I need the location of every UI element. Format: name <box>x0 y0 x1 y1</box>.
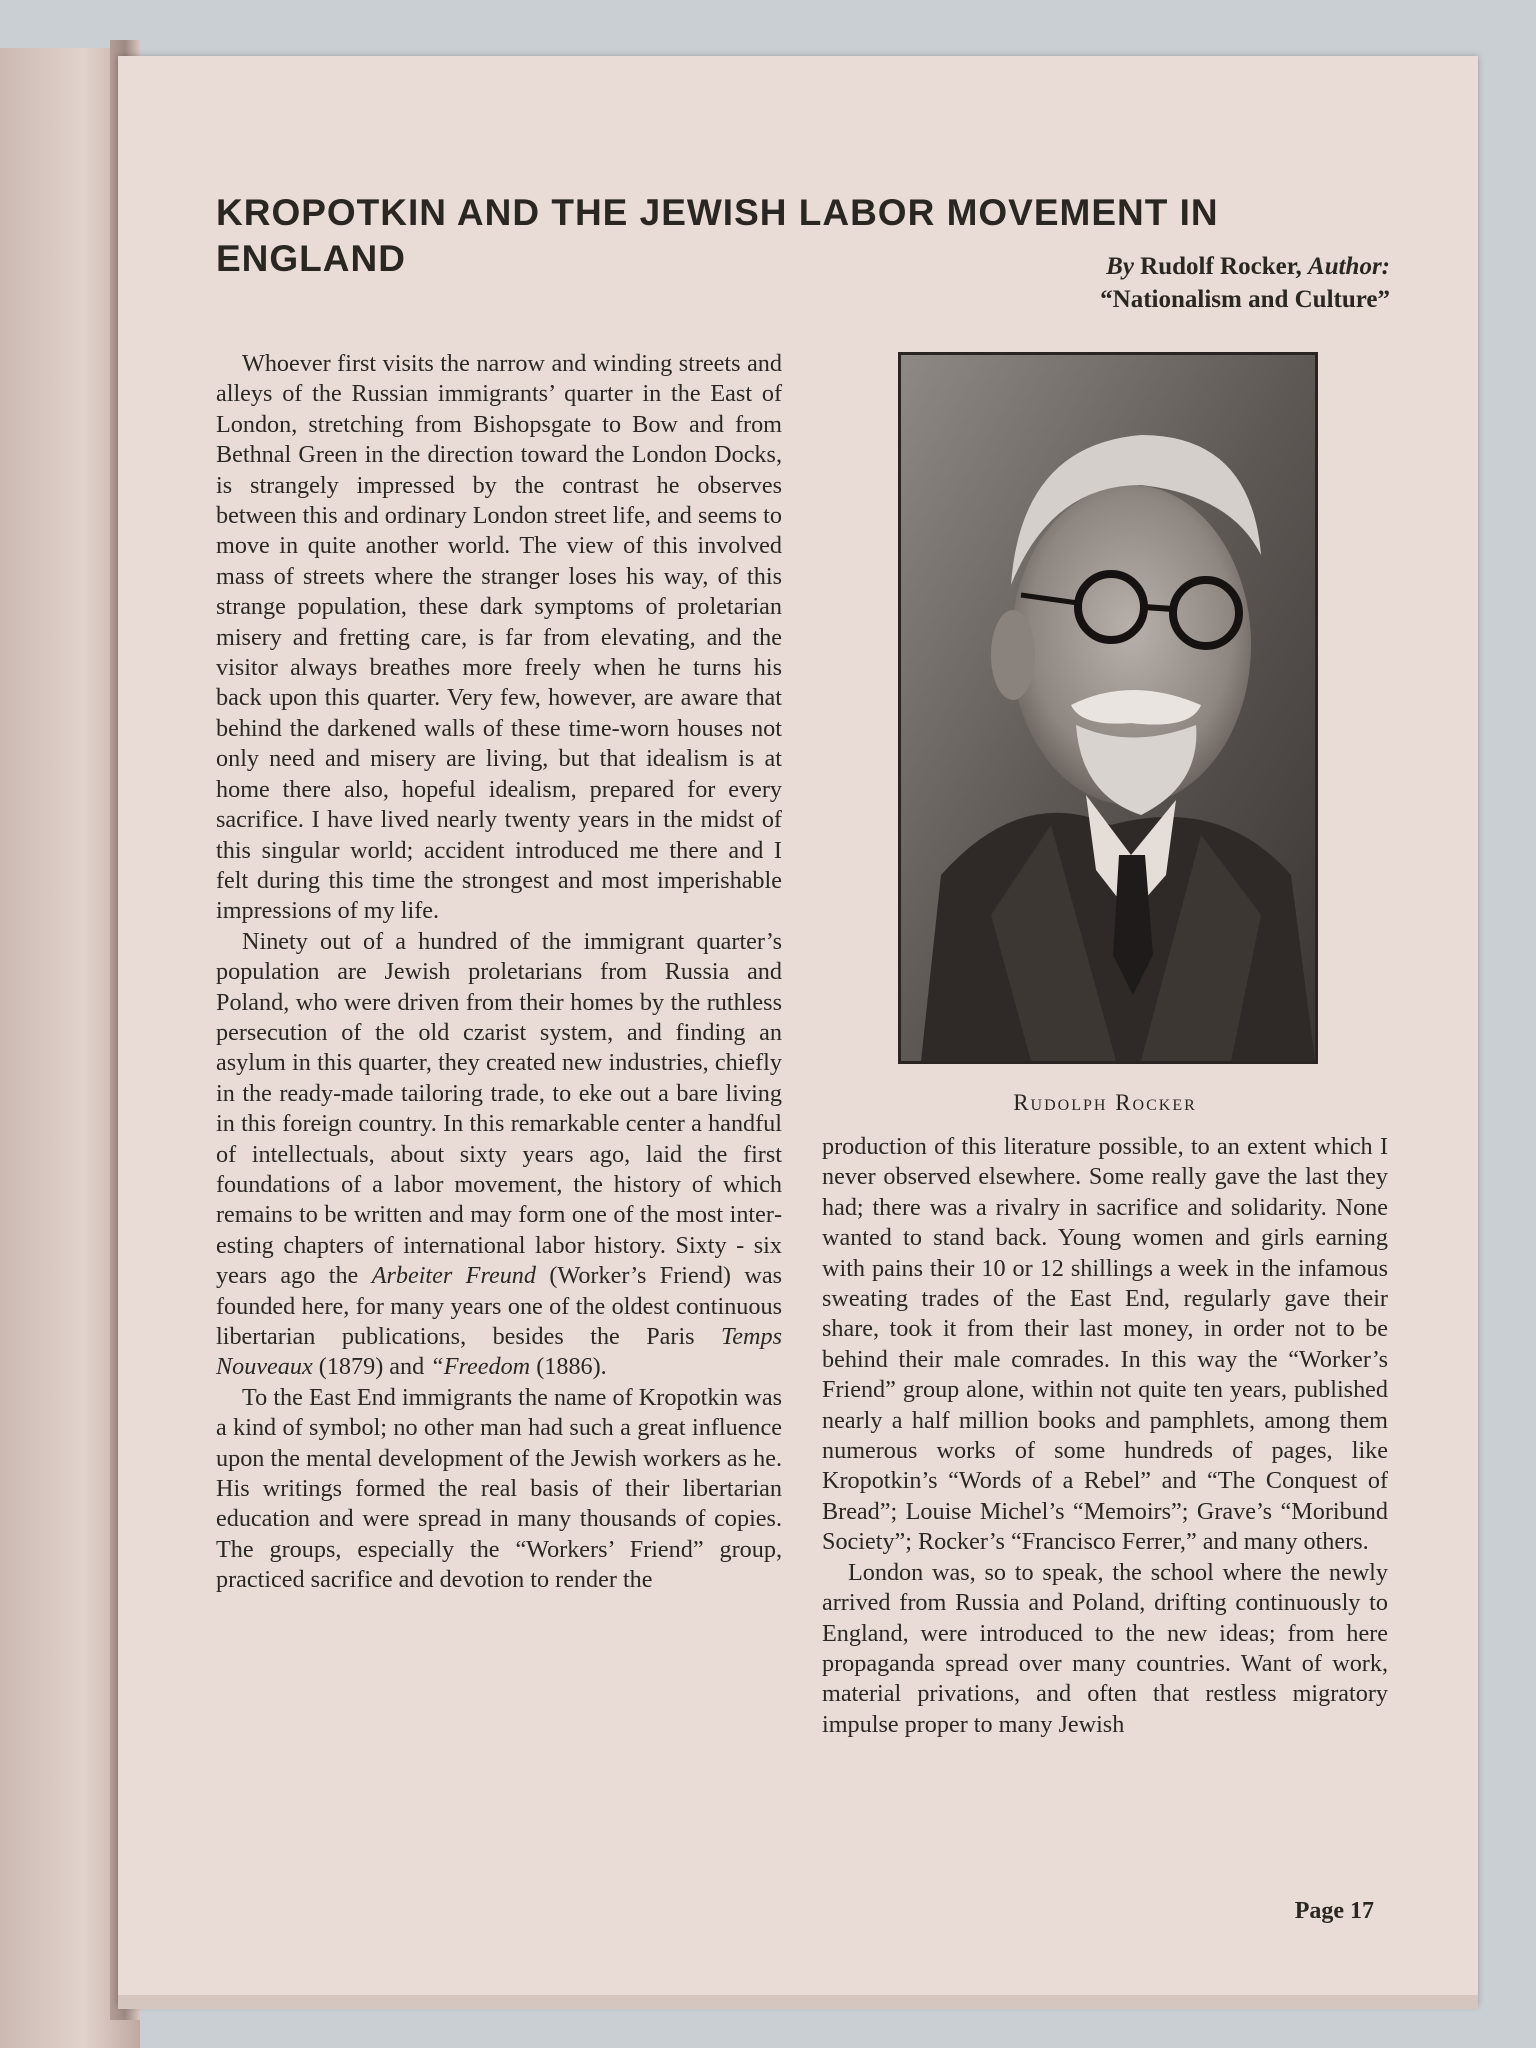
byline-author-name: Rudolf Rocker, <box>1140 253 1302 280</box>
paragraph-text: (Worker’s Friend) was founded here, for many years one of the oldest continuous libertarian publications, besides the Paris <box>216 1262 782 1350</box>
publication-temps-nouveaux: Temps Nouveaux <box>216 1323 782 1381</box>
publication-freedom: “Freedom <box>430 1353 531 1381</box>
byline-role: Author: <box>1308 253 1390 280</box>
paragraph-text: Ninety out of a hundred of the immigrant quarter’s population are Jewish proletarians from Russia and Poland, who were driven from their homes by the ruthless persecution of the old czarist system, and finding an asylum in this quarter, they created new industries, chiefly in the ready-made tailoring trade, to eke out a bare living in this foreign country. In this remarkable center a handful of intellectuals, about sixty years ago, laid the first foundations of a labor movement, the history of which remains to be written and may form one of the most interesting chapters of international labor history. Sixty - six years ago the <box>216 927 782 1290</box>
paragraph-text: (1886). <box>536 1353 607 1381</box>
paragraph-production-of-literature: production of this literature possible, to an extent which I never observed elsewhere. Some really gave the last they had; there was a rivalry in sacrifice and solidarity. None wanted to stand back. Young women and girls earning with pains their 10 or 12 shillings a week in the infamous sweating trades of the East End, regularly gave their share, took it from their last money, in order not to be behind their male comrades. In this way the “Worker’s Friend” group alone, within not quite ten years, published nearly a half million books and pamphlets, among them numerous works of some hundreds of pages, like Kropotkin’s “Words of a Rebel” and “The Conquest of Bread”; Louise Michel’s “Memoirs”; Grave’s “Moribund Society”; Rocker’s “Francisco Ferrer,” and many others. <box>822 1133 1388 1556</box>
page-number: Page 17 <box>1294 1898 1374 1924</box>
page-stack-edge <box>118 1995 1478 2009</box>
left-text-column <box>216 349 782 1596</box>
article-title: KROPOTKIN AND THE JEWISH LABOR MOVEMENT IN ENGLAND <box>216 192 1219 279</box>
paragraph-ninety-out-of-hundred <box>216 927 782 1383</box>
byline-book-title: “Nationalism and Culture” <box>1100 286 1390 313</box>
portrait-photo <box>898 352 1318 1064</box>
article-byline <box>1100 250 1390 316</box>
publication-arbeiter-freund: Arbeiter Freund <box>371 1262 536 1290</box>
paragraph-whoever-first-visits: Whoever first visits the narrow and winding streets and alleys of the Russian immigrants’ quarter in the East of London, stretching from Bishopsgate to Bow and from Bethnal Green in the direction toward the London Docks, is strangely impressed by the contrast he observes between this and ordinary London street life, and seems to move in quite another world. The view of this involved mass of streets where the stranger loses his way, of this strange population, these dark symptoms of proletarian misery and fretting care, is far from elevating, and the visitor always breathes more freely when he turns his back upon this quarter. Very few, however, are aware that behind the darkened walls of these time-worn houses not only need and misery are living, but that idealism is at home there also, hopeful idealism, prepared for every sacrifice. I have lived nearly twenty years in the midst of this singular world; accident introduced me there and I felt during this time the strongest and most imperishable impressions of my life. <box>216 350 782 925</box>
right-text-column <box>822 1132 1388 1740</box>
paragraph-london-was-the-school: London was, so to speak, the school where the newly arrived from Russia and Poland, drifting continuously to England, were introduced to the new ideas; from here propaganda spread over many countries. Want of work, material privations, and often that restless migratory impulse proper to many Jewish <box>822 1558 1388 1738</box>
photo-caption: Rudolph Rocker <box>1013 1090 1197 1115</box>
portrait-illustration <box>901 355 1315 1061</box>
byline-by: By <box>1106 253 1134 280</box>
paragraph-text: (1879) and <box>318 1353 425 1381</box>
paragraph-east-end-immigrants: To the East End immigrants the name of Kropotkin was a kind of symbol; no other man had such a great influence upon the mental development of the Jewish workers as he. His writings formed the real basis of their libertarian education and were spread in many thousands of copies. The groups, especially the “Workers’ Friend” group, practiced sacrifice and devotion to render the <box>216 1383 782 1594</box>
